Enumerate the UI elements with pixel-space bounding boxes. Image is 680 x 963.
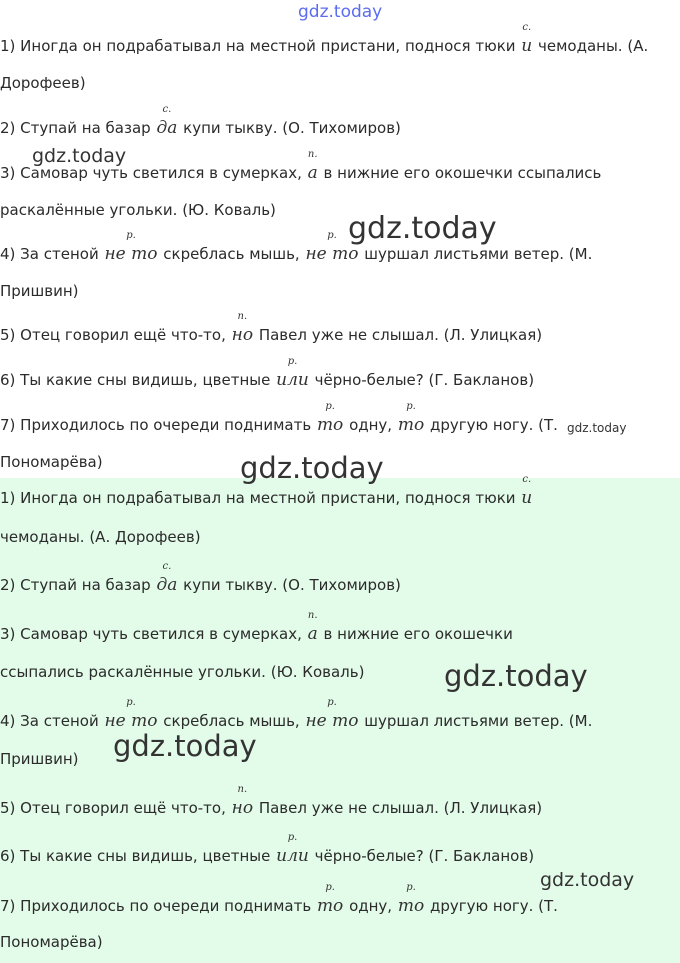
sentence-line	[0, 697, 680, 731]
watermark: gdz.today	[32, 145, 127, 167]
conjunction	[155, 561, 178, 595]
sentence-text: Павел уже не слышал. (Л. Улицкая)	[254, 326, 543, 344]
conjunction-mark: с.	[162, 561, 172, 572]
sentence-text: чёрно-белые? (Г. Бакланов)	[309, 847, 535, 865]
sentence-line: Пришвин)	[0, 282, 79, 300]
conjunction-mark: п.	[237, 784, 248, 795]
conjunction-text: но	[231, 325, 254, 345]
sentence-line: чемоданы. (А. Дорофеев)	[0, 528, 201, 546]
conjunction-text: не то	[305, 244, 359, 264]
sentence-text: другую ногу. (Т.	[425, 416, 558, 434]
sentence-text: 7) Приходилось по очереди поднимать	[0, 416, 316, 434]
sentence-2	[0, 561, 680, 595]
conjunction-mark: р.	[327, 697, 337, 708]
sentence-5	[0, 311, 680, 345]
sentence-1	[0, 22, 680, 56]
sentence-text: одну,	[344, 416, 397, 434]
conjunction	[275, 832, 310, 866]
conjunction-text: не то	[104, 711, 158, 731]
conjunction-mark: р.	[287, 356, 298, 367]
conjunction-text: то	[397, 896, 425, 916]
sentence-1	[0, 474, 680, 508]
sentence-text: 7) Приходилось по очереди поднимать	[0, 897, 316, 915]
conjunction	[103, 230, 158, 264]
sentence-line	[0, 561, 680, 595]
conjunction-mark: с.	[522, 22, 532, 33]
sentence-line	[0, 311, 680, 345]
sentence-text: другую ногу. (Т.	[425, 897, 558, 915]
watermark: gdz.today	[240, 451, 384, 485]
watermark: gdz.today	[567, 421, 627, 435]
conjunction	[275, 356, 310, 390]
conjunction-text: или	[276, 370, 309, 390]
sentence-text: 3) Самовар чуть светился в сумерках,	[0, 625, 307, 643]
sentence-text: 5) Отец говорил ещё что-то,	[0, 799, 231, 817]
watermark: gdz.today	[540, 869, 635, 891]
sentence-line: Пришвин)	[0, 750, 79, 768]
sentence-1-continuation	[0, 73, 680, 93]
conjunction-text: не то	[104, 244, 158, 264]
sentence-line: Дорофеев)	[0, 74, 86, 92]
conjunction-text: а	[307, 624, 318, 644]
sentence-text: чемоданы. (А.	[533, 37, 649, 55]
sentence-text: 6) Ты какие сны видишь, цветные	[0, 847, 276, 865]
conjunction	[520, 22, 533, 56]
conjunction-text: и	[521, 36, 533, 56]
sentence-text: шуршал листьями ветер. (М.	[359, 245, 593, 263]
sentence-3-continuation	[0, 200, 680, 220]
sentence-5	[0, 784, 680, 818]
sentence-3	[0, 610, 680, 644]
sentence-7	[0, 882, 680, 916]
sentence-text: скреблась мышь,	[158, 712, 305, 730]
conjunction-text: не то	[305, 711, 359, 731]
conjunction-text: и	[521, 488, 533, 508]
conjunction	[307, 149, 319, 183]
sentence-text: 4) За стеной	[0, 712, 104, 730]
conjunction-mark: р.	[325, 882, 335, 893]
sentence-text: 1) Иногда он подрабатывал на местной пристани, поднося тюки	[0, 489, 521, 507]
conjunction	[231, 784, 254, 818]
sentence-text: 4) За стеной	[0, 245, 104, 263]
conjunction-text: да	[156, 118, 178, 138]
conjunction-mark: с.	[522, 474, 532, 485]
sentence-line	[0, 22, 680, 56]
sentence-line	[0, 230, 680, 264]
sentence-4-continuation	[0, 281, 680, 301]
sentence-line	[0, 356, 680, 390]
sentence-6	[0, 832, 680, 866]
conjunction-text: да	[156, 575, 178, 595]
conjunction-text: то	[316, 415, 344, 435]
sentence-6	[0, 356, 680, 390]
conjunction-mark: с.	[162, 104, 172, 115]
conjunction-mark: р.	[327, 230, 337, 241]
sentence-line: раскалённые угольки. (Ю. Коваль)	[0, 201, 276, 219]
sentence-text: в нижние его окошечки ссыпались	[318, 164, 602, 182]
conjunction-mark: п.	[237, 311, 248, 322]
sentence-text: 2) Ступай на базар	[0, 576, 156, 594]
conjunction-mark: п.	[307, 610, 318, 621]
conjunction	[155, 104, 178, 138]
sentence-line	[0, 882, 680, 916]
conjunction-text: а	[307, 163, 318, 183]
sentence-text: скреблась мышь,	[158, 245, 305, 263]
watermark: gdz.today	[348, 211, 497, 246]
sentence-line: Пономарёва)	[0, 453, 103, 471]
sentence-line	[0, 610, 680, 644]
conjunction	[397, 882, 425, 916]
sentence-text: в нижние его окошечки	[318, 625, 513, 643]
sentence-2	[0, 104, 680, 138]
conjunction	[397, 401, 425, 435]
watermark: gdz.today	[444, 659, 588, 693]
sentence-text: 3) Самовар чуть светился в сумерках,	[0, 164, 307, 182]
sentence-4	[0, 230, 680, 264]
conjunction-mark: р.	[406, 882, 416, 893]
sentence-text: 5) Отец говорил ещё что-то,	[0, 326, 231, 344]
sentence-1-continuation	[0, 527, 680, 547]
conjunction	[231, 311, 254, 345]
sentence-text: шуршал листьями ветер. (М.	[359, 712, 593, 730]
sentence-line	[0, 784, 680, 818]
conjunction	[520, 474, 533, 508]
sentence-text: 2) Ступай на базар	[0, 119, 156, 137]
sentence-text: 6) Ты какие сны видишь, цветные	[0, 371, 276, 389]
conjunction-text: или	[276, 846, 309, 866]
sentence-line	[0, 474, 680, 508]
conjunction	[304, 697, 359, 731]
watermark: gdz.today	[113, 729, 257, 763]
sentence-text: одну,	[344, 897, 397, 915]
conjunction-text: то	[397, 415, 425, 435]
conjunction-mark: р.	[325, 401, 335, 412]
conjunction-mark: р.	[406, 401, 416, 412]
conjunction-mark: п.	[307, 149, 318, 160]
conjunction-mark: р.	[126, 230, 136, 241]
sentence-text: Павел уже не слышал. (Л. Улицкая)	[254, 799, 543, 817]
conjunction	[316, 401, 344, 435]
sentence-text: 1) Иногда он подрабатывал на местной пристани, поднося тюки	[0, 37, 521, 55]
sentence-text: чёрно-белые? (Г. Бакланов)	[309, 371, 535, 389]
header-watermark: gdz.today	[298, 2, 383, 22]
original-sentences-section	[0, 0, 680, 478]
sentence-7-continuation	[0, 932, 680, 952]
sentence-4-continuation	[0, 749, 680, 769]
conjunction	[103, 697, 158, 731]
conjunction-mark: р.	[287, 832, 298, 843]
sentence-text: купи тыкву. (О. Тихомиров)	[178, 576, 401, 594]
conjunction-text: то	[316, 896, 344, 916]
sentence-text: купи тыкву. (О. Тихомиров)	[178, 119, 401, 137]
conjunction-mark: р.	[126, 697, 136, 708]
conjunction	[304, 230, 359, 264]
sentence-line: ссыпались раскалённые угольки. (Ю. Коваль)	[0, 663, 365, 681]
sentence-4	[0, 697, 680, 731]
conjunction	[307, 610, 319, 644]
conjunction	[316, 882, 344, 916]
conjunction-text: но	[231, 798, 254, 818]
sentence-line	[0, 832, 680, 866]
sentence-line	[0, 104, 680, 138]
sentence-line: Пономарёва)	[0, 933, 103, 951]
